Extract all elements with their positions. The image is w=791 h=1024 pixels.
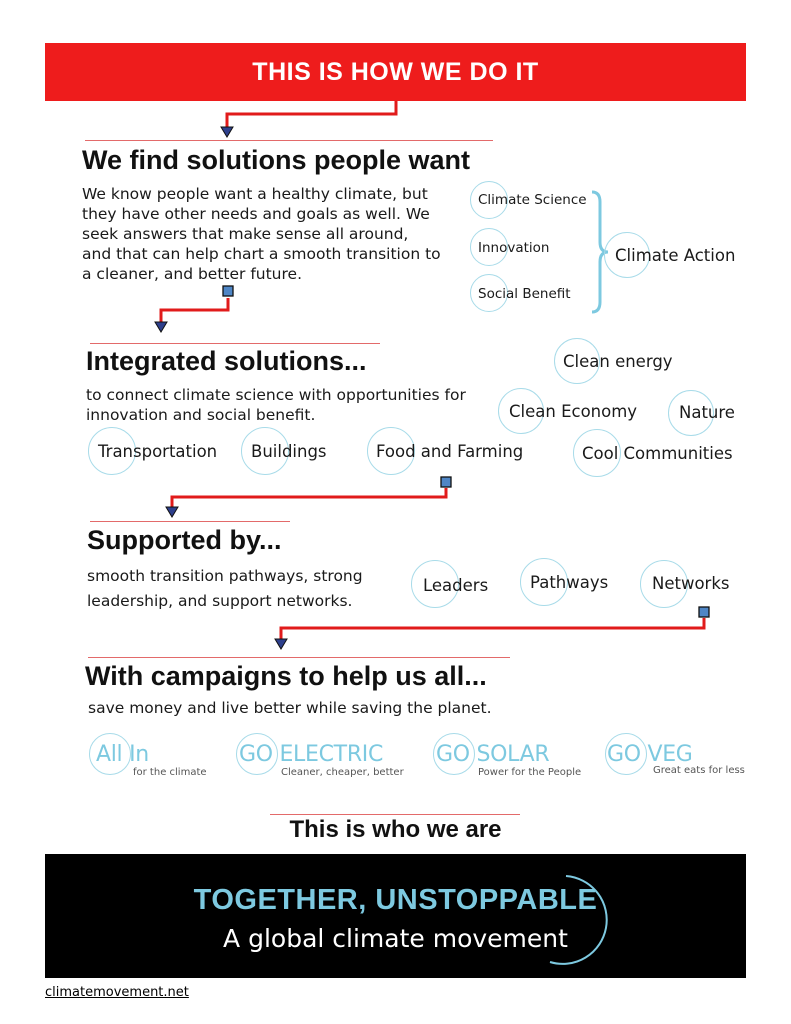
arrow-head-2 xyxy=(155,322,167,332)
campaign-go-electric-tagline: Cleaner, cheaper, better xyxy=(281,767,404,778)
square-marker-2 xyxy=(223,286,233,296)
campaign-go-veg-tagline: Great eats for less xyxy=(653,765,745,776)
who-rule xyxy=(270,814,520,815)
campaign-go-electric[interactable]: GO ELECTRIC xyxy=(239,742,384,767)
connector-3 xyxy=(172,488,446,508)
section-3-heading: Supported by... xyxy=(87,525,282,555)
campaign-go-solar[interactable]: GO SOLAR xyxy=(436,742,550,767)
item-networks: Networks xyxy=(652,574,730,593)
item-climate-action: Climate Action xyxy=(615,246,736,265)
campaign-go-veg[interactable]: GO VEG xyxy=(607,742,693,767)
item-food-and-farming: Food and Farming xyxy=(376,442,524,461)
section-1-body: We know people want a healthy climate, but they have other needs and goals as well. We seek answers that make sense all around, and that can help chart a smooth transition to a cleaner, and better future. xyxy=(82,185,441,283)
section-4-heading: With campaigns to help us all... xyxy=(85,661,487,691)
item-leaders: Leaders xyxy=(423,576,489,595)
item-buildings: Buildings xyxy=(251,442,327,461)
item-clean-energy: Clean energy xyxy=(563,352,673,371)
item-nature: Nature xyxy=(679,403,735,422)
section-3-body: smooth transition pathways, strong leadership, and support networks. xyxy=(87,567,363,610)
section-4-rule xyxy=(88,657,510,658)
footer-subtitle: A global climate movement xyxy=(223,924,568,953)
item-clean-economy: Clean Economy xyxy=(509,402,638,421)
campaign-all-in-tagline: for the climate xyxy=(133,767,207,778)
section-2-rule xyxy=(90,343,380,344)
item-cool-communities: Cool Communities xyxy=(582,444,733,463)
item-innovation: Innovation xyxy=(478,240,550,256)
section-2-body: to connect climate science with opportunities for innovation and social benefit. xyxy=(86,386,466,424)
connector-2 xyxy=(161,298,228,323)
item-pathways: Pathways xyxy=(530,573,609,592)
section-2-heading: Integrated solutions... xyxy=(86,346,367,376)
section-1-heading: We find solutions people want xyxy=(82,145,471,175)
arrow-head-4 xyxy=(275,639,287,649)
connector-1 xyxy=(227,101,396,128)
campaign-all-in[interactable]: All In xyxy=(96,742,149,767)
square-marker-4 xyxy=(699,607,709,617)
item-social-benefit: Social Benefit xyxy=(478,286,571,302)
page-title: THIS IS HOW WE DO IT xyxy=(252,58,539,86)
arrow-head-1 xyxy=(221,127,233,137)
section-4-body: save money and live better while saving the planet. xyxy=(88,699,492,717)
footer-banner xyxy=(45,854,746,978)
item-transportation: Transportation xyxy=(98,442,218,461)
footer-tagline: TOGETHER, UNSTOPPABLE xyxy=(193,884,598,916)
item-climate-science: Climate Science xyxy=(478,192,587,208)
arrow-head-3 xyxy=(166,507,178,517)
footer-website-link[interactable]: climatemovement.net xyxy=(45,985,189,1000)
square-marker-3 xyxy=(441,477,451,487)
section-3-rule xyxy=(90,521,290,522)
connector-4 xyxy=(281,618,704,640)
section-1-rule xyxy=(85,140,493,141)
who-heading: This is who we are xyxy=(289,816,502,843)
campaign-go-solar-tagline: Power for the People xyxy=(478,767,582,778)
